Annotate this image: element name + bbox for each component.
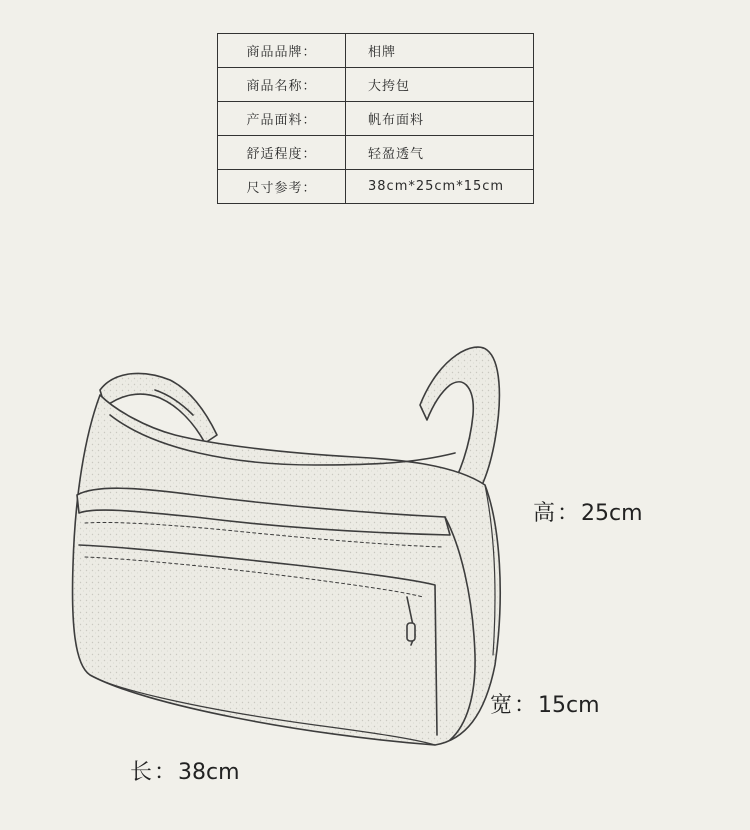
width-value: 15cm: [538, 693, 600, 718]
length-dimension: [130, 755, 240, 786]
spec-row-fabric: [218, 102, 534, 136]
spec-row-name: [218, 68, 534, 102]
spec-table: [217, 33, 534, 204]
spec-key: 尺寸参考：: [218, 170, 346, 204]
spec-value: 38cm*25cm*15cm: [346, 170, 534, 204]
spec-key: 产品面料：: [218, 102, 346, 136]
width-label: 宽：: [490, 693, 539, 718]
height-value: 25cm: [581, 501, 643, 526]
length-value: 38cm: [178, 760, 240, 785]
spec-row-comfort: [218, 136, 534, 170]
spec-value: 轻盈透气: [346, 136, 534, 170]
bag-sketch-image: [55, 335, 515, 755]
spec-value: 帆布面料: [346, 102, 534, 136]
width-dimension: [490, 688, 600, 719]
spec-row-size: [218, 170, 534, 204]
length-label: 长：: [130, 760, 179, 785]
spec-row-brand: [218, 34, 534, 68]
spec-key: 舒适程度：: [218, 136, 346, 170]
spec-key: 商品品牌：: [218, 34, 346, 68]
height-label: 高：: [533, 501, 582, 526]
spec-key: 商品名称：: [218, 68, 346, 102]
spec-value: 大挎包: [346, 68, 534, 102]
spec-value: 相牌: [346, 34, 534, 68]
height-dimension: [533, 496, 643, 527]
